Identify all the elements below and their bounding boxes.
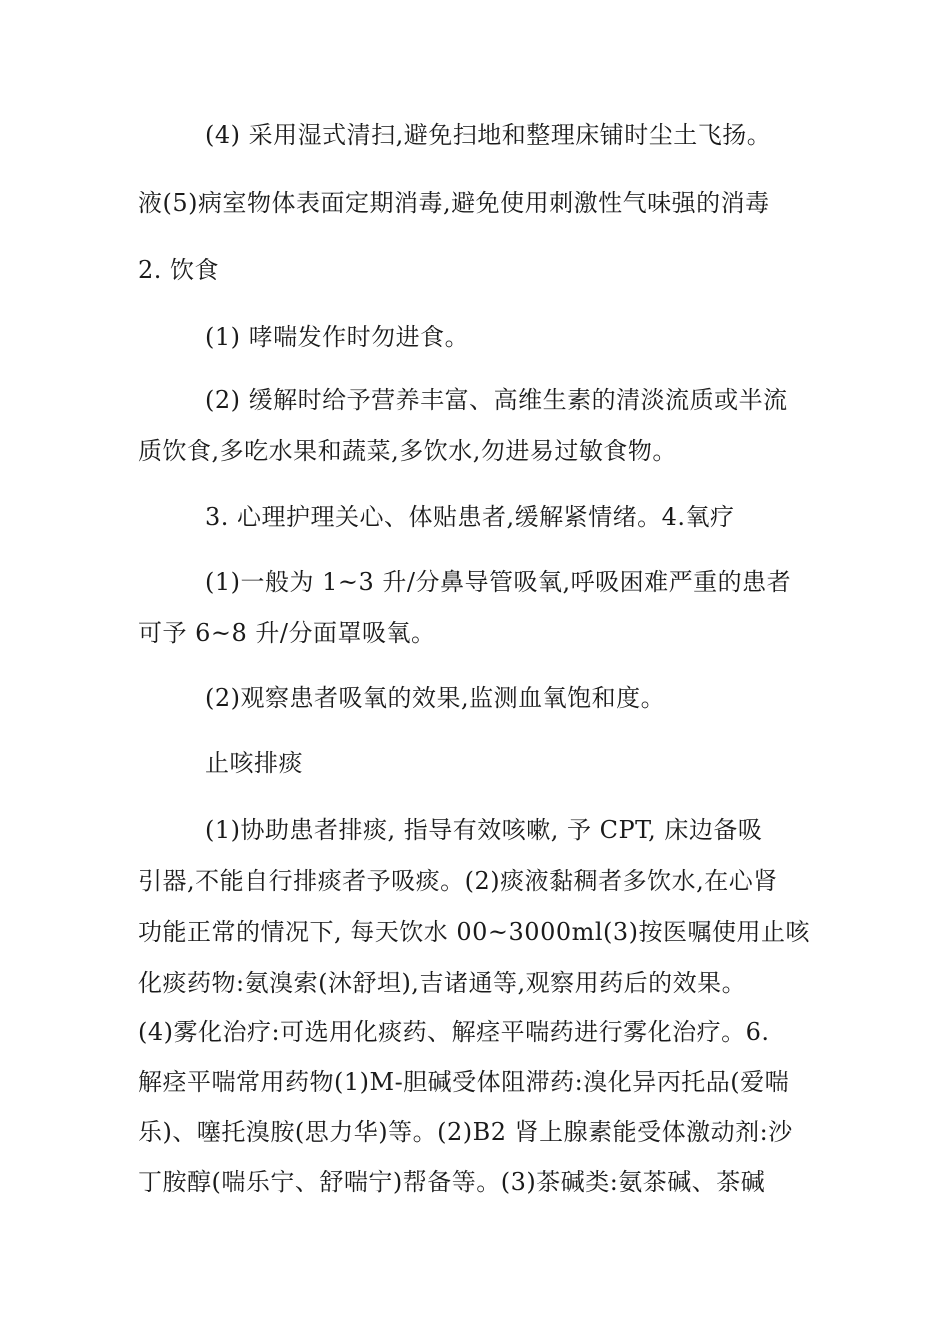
text-line: 液(5)病室物体表面定期消毒,避免使用刺激性气味强的消毒	[138, 189, 770, 217]
text-line: (4)雾化治疗:可选用化痰药、解痉平喘药进行雾化治疗。6.	[138, 1018, 770, 1046]
text-line: 3. 心理护理关心、体贴患者,缓解紧情绪。4.氧疗	[205, 503, 735, 531]
text-line: (1)协助患者排痰, 指导有效咳嗽, 予 CPT, 床边备吸	[205, 816, 763, 844]
text-line: 解痉平喘常用药物(1)M-胆碱受体阻滞药:溴化异丙托品(爱喘	[138, 1068, 790, 1096]
text-line: 可予 6~8 升/分面罩吸氧。	[138, 619, 436, 647]
text-line: 丁胺醇(喘乐宁、舒喘宁)帮备等。(3)茶碱类:氨茶碱、茶碱	[138, 1168, 766, 1196]
text-line: 功能正常的情况下, 每天饮水 00~3000ml(3)按医嘱使用止咳	[138, 918, 811, 946]
text-line: 化痰药物:氨溴索(沐舒坦),吉诸通等,观察用药后的效果。	[138, 969, 747, 997]
text-line: (2)观察患者吸氧的效果,监测血氧饱和度。	[205, 684, 666, 712]
section-heading: 2. 饮食	[138, 256, 220, 284]
text-line: (2) 缓解时给予营养丰富、高维生素的清淡流质或半流	[205, 386, 788, 414]
text-line: (1)一般为 1~3 升/分鼻导管吸氧,呼吸困难严重的患者	[205, 568, 792, 596]
section-heading: 止咳排痰	[205, 749, 303, 777]
text-line: (1) 哮喘发作时勿进食。	[205, 323, 470, 351]
text-line: 乐)、噻托溴胺(思力华)等。(2)B2 肾上腺素能受体激动剂:沙	[138, 1118, 793, 1146]
text-line: 质饮食,多吃水果和蔬菜,多饮水,勿进易过敏食物。	[138, 437, 677, 465]
text-line: 引器,不能自行排痰者予吸痰。(2)痰液黏稠者多饮水,在心肾	[138, 867, 778, 895]
text-line: (4) 采用湿式清扫,避免扫地和整理床铺时尘土飞扬。	[205, 121, 772, 149]
